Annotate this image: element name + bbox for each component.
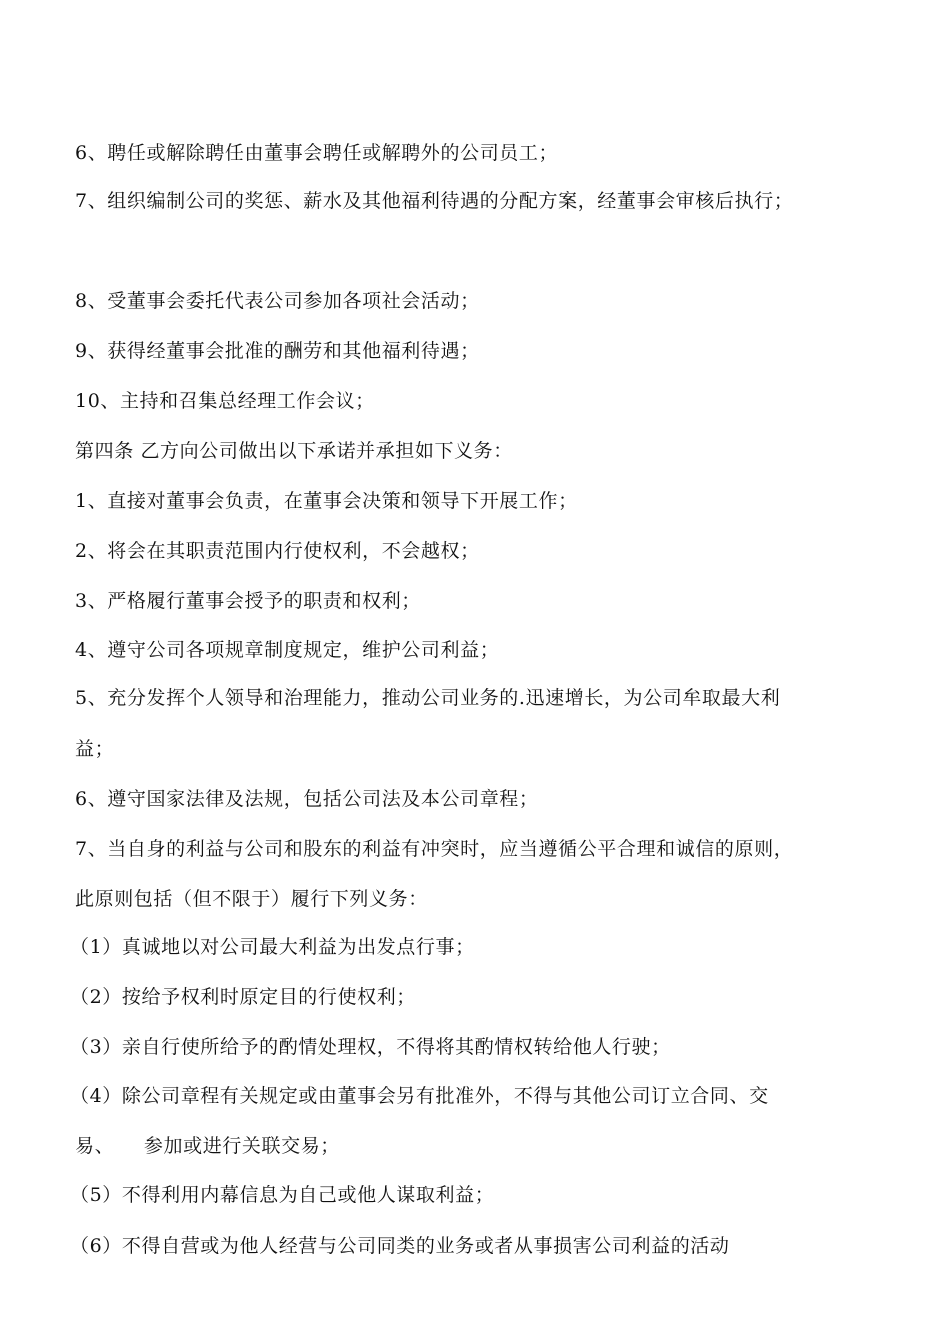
text-line: 1、直接对董事会负责，在董事会决策和领导下开展工作； (75, 490, 578, 512)
text-line: 10、主持和召集总经理工作会议； (75, 390, 375, 412)
text-line: 3、严格履行董事会授予的职责和权利； (75, 590, 421, 612)
section-heading: 第四条 乙方向公司做出以下承诺并承担如下义务： (75, 440, 513, 462)
text-line: （5）不得利用内幕信息为自己或他人谋取利益； (70, 1184, 495, 1206)
text-line: 7、当自身的利益与公司和股东的利益有冲突时，应当遵循公平合理和诚信的原则， (75, 838, 794, 860)
text-line: 8、受董事会委托代表公司参加各项社会活动； (75, 290, 480, 312)
text-line: 益； (75, 738, 115, 760)
text-line: （4）除公司章程有关规定或由董事会另有批准外，不得与其他公司订立合同、交 (70, 1085, 769, 1107)
text-line: 9、获得经董事会批准的酬劳和其他福利待遇； (75, 340, 480, 362)
text-line: 此原则包括（但不限于）履行下列义务： (75, 888, 428, 910)
text-line: （2）按给予权利时原定目的行使权利； (70, 986, 416, 1008)
text-line: 2、将会在其职责范围内行使权利，不会越权； (75, 540, 480, 562)
text-line: （6）不得自营或为他人经营与公司同类的业务或者从事损害公司利益的活动 (70, 1235, 730, 1257)
text-line: 5、充分发挥个人领导和治理能力，推动公司业务的.迅速增长，为公司牟取最大利 (75, 687, 781, 709)
text-line: 6、聘任或解除聘任由董事会聘任或解聘外的公司员工； (75, 142, 559, 164)
text-line: 6、遵守国家法律及法规，包括公司法及本公司章程； (75, 788, 539, 810)
text-line: 7、组织编制公司的奖惩、薪水及其他福利待遇的分配方案，经董事会审核后执行； (75, 190, 794, 212)
text-line: （1）真诚地以对公司最大利益为出发点行事； (70, 936, 475, 958)
text-line: 4、遵守公司各项规章制度规定，维护公司利益； (75, 639, 500, 661)
text-line: 易、 参加或进行关联交易； (75, 1135, 340, 1157)
text-line: （3）亲自行使所给予的酌情处理权，不得将其酌情权转给他人行驶； (70, 1036, 671, 1058)
